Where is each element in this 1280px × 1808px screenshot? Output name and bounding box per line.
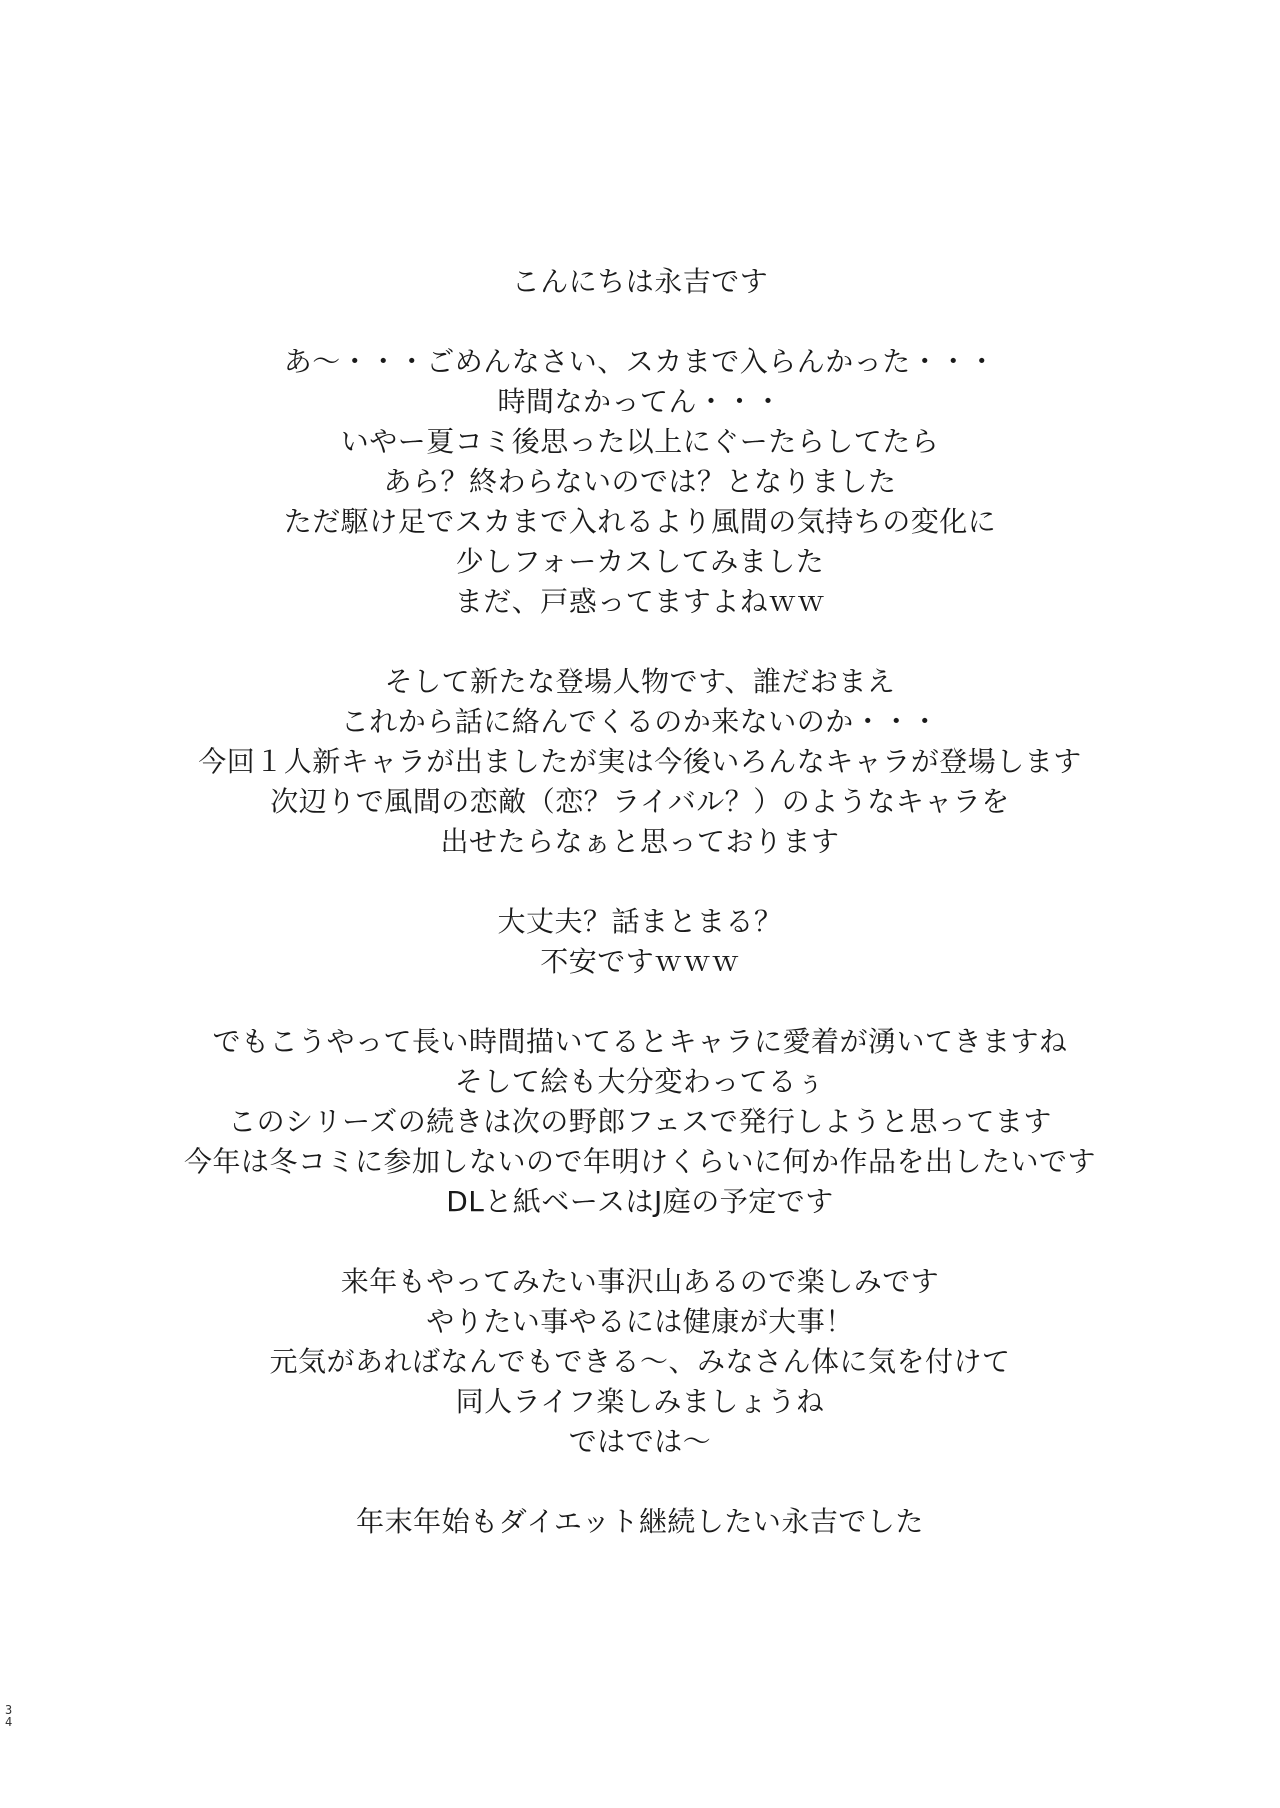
text-line: そして新たな登場人物です、誰だおまえ	[384, 665, 896, 698]
text-line: こんにちは永吉です	[511, 265, 769, 298]
text-line: ただ駆け足でスカまで入れるより風間の気持ちの変化に	[283, 505, 997, 538]
paragraph-next-year	[0, 1262, 1280, 1462]
text-line: 出せたらなぁと思っております	[440, 825, 840, 858]
text-line: 今回１人新キャラが出ましたが実は今後いろんなキャラが登場します	[198, 745, 1082, 778]
text-line: 元気があればなんでもできる～、みなさん体に気を付けて	[269, 1345, 1011, 1378]
text-line: このシリーズの続きは次の野郎フェスで発行しようと思ってます	[228, 1105, 1052, 1138]
text-line: 不安ですｗｗｗ	[540, 945, 740, 978]
text-line: 次辺りで風間の恋敵（恋？ライバル？）のようなキャラを	[270, 785, 1010, 818]
text-line: そして絵も大分変わってるぅ	[454, 1065, 826, 1098]
text-line: 時間なかってん・・・	[497, 385, 783, 418]
page-number	[5, 1704, 15, 1728]
text-line: でもこうやって長い時間描いてるとキャラに愛着が湧いてきますね	[212, 1025, 1068, 1058]
paragraph-new-character	[0, 662, 1280, 862]
text-line: 大丈夫？話まとまる？	[497, 905, 783, 938]
text-line: 今年は冬コミに参加しないので年明けくらいに何か作品を出したいです	[183, 1145, 1096, 1178]
paragraph-apology	[0, 342, 1280, 622]
text-line: 年末年始もダイエット継続したい永吉でした	[356, 1505, 924, 1538]
page-number-digit: 3	[5, 1703, 13, 1717]
text-line: DLと紙ベースはJ庭の予定です	[446, 1185, 834, 1218]
text-line: これから話に絡んでくるのか来ないのか・・・	[340, 705, 940, 738]
text-line: 同人ライフ楽しみましょうね	[455, 1385, 825, 1418]
page-number-digit: 4	[5, 1715, 13, 1729]
paragraph-greeting	[0, 262, 1280, 302]
text-line: あら？終わらないのでは？となりました	[383, 465, 897, 498]
text-line: まだ、戸惑ってますよねｗｗ	[454, 585, 826, 618]
text-line: いやー夏コミ後思った以上にぐーたらしてたら	[340, 425, 940, 458]
text-line: 来年もやってみたい事沢山あるので楽しみです	[340, 1265, 940, 1298]
afterword-text	[0, 262, 1280, 1542]
text-line: ではでは～	[568, 1425, 712, 1458]
text-line: やりたい事やるには健康が大事！	[426, 1305, 854, 1338]
paragraph-series-plans	[0, 1022, 1280, 1222]
paragraph-worry	[0, 902, 1280, 982]
text-line: あ～・・・ごめんなさい、スカまで入らんかった・・・	[283, 345, 997, 378]
paragraph-signoff	[0, 1502, 1280, 1542]
text-line: 少しフォーカスしてみました	[455, 545, 825, 578]
